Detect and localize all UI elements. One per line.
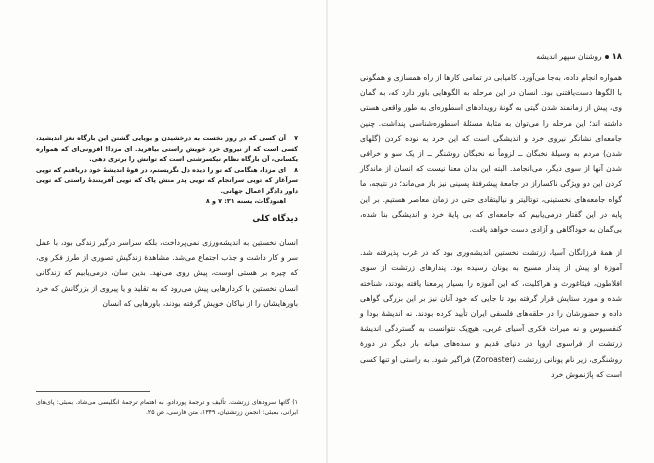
right-body-text (360, 70, 622, 382)
running-head-title: روشنان سپهر اندیشه (536, 52, 602, 61)
verse-number: ۸ (294, 165, 298, 174)
left-page (0, 0, 326, 463)
quote-verse (36, 165, 298, 197)
epigraph-quote (36, 133, 298, 207)
paragraph: همواره انجام داده، به‌جا می‌آورد. کامیابی در تمامی کارها از راه همسازی و همگونی با الگوها دست‌یافتنی بود. انسان در این مرحله به الگوهایی باور دارد که، به گمان وی، پیش از زمانمند شدن گیتی به گونهٔ رویدادهای اسطوره‌ای به طور واقعی هستی داشته اند؛ این مرحله را می‌توان به مثابهٔ مسئلهٔ اسطوره‌شناسی پنداشت. چنین جامعه‌ای نشانگر نیروی خرد و اندیشگی است که این خرد به نوده کردن (گلهای شدن) مردم به وسیلهٔ نخبگان ــ لزوماً نه نخبگان روشنگر ــ از یک سو و خرافی شدن آنها از سوی دیگر، می‌انجامد. البته این بدان معنا نیست که انسان از ماندگار کردن این دو ویژگی ناکساراز در جامعهٔ پیشرفتهٔ پسینی نیز باز می‌ماند؛ در نتیجه، ما گواه جامعه‌های نخستینی، توتالیتر و نیالیتقادی حتی در زمان معاصر هستیم. بر این پایه در این گفتار درمی‌یابیم که جامعه‌ای که بی پایهٔ خرد و اندیشگی بنا شده، بی‌گمان به خودآگاهی و آزادی دست خواهد یافت. (360, 73, 622, 235)
running-head (360, 52, 622, 62)
quote-source (36, 196, 298, 207)
right-page (328, 0, 654, 463)
paragraph: انسان نخستین به اندیشه‌ورزی نمی‌پرداخت، بلکه سراسر درگیر زندگی بود، با عمل سر و کار داشت و جذب اجتماع می‌شد. مشاهدهٔ زندگیش تصوری از طرز فکر وی، که چیره بر هستی اوست، پیش روی می‌نهد. بدین سان، درمی‌یابیم که زندگانی انسان نخستین با کردارهایی پیش می‌رود که به تقلید و یا پیروی از بزرگانش که خرد باورهایشان را از نیاکان خویش گرفته بودند، باورهایی که انسان (36, 238, 298, 308)
section-title: دیدگاه کلی (252, 214, 298, 224)
source-text: اهنودگاث، یسنه ۳۱: ۷ و ۸ (205, 197, 286, 205)
verse-number: ۷ (294, 134, 298, 142)
quote-verse (36, 133, 298, 165)
page-number: ۱۸ (611, 52, 622, 62)
footnote: ۱) گاتها سرودهای زرتشت. تألیف و ترجمهٔ پوردادو. به اهتمام ترجمهٔ انگلیسی می‌شاد. بمبئی: پای‌های ایرانی، بمبئی: انجمن زرتشتیان، ۱۳۴۹، متن فارسی، ص ۲۵. (36, 399, 298, 416)
verse-text: ای مزدا، هنگامی که تو را دیده دل نگریستم، در قوهٔ اندیشهٔ خود دریافتم که تویی سرآغاز که تویی سرانجام که تویی پدر منش پاک که تویی آفرینندهٔ راستی که تویی داور دادگر اعمال جهانی. (35, 165, 298, 195)
paragraph: از همهٔ فرزانگان آسیا، زرتشت نخستین اندیشه‌وری بود که در غرب پذیرفته شد. آموزهٔ او پیش از پندار مسیح به یونان رسیده بود. پندارهای زرتشت از سوی افلاطون، فیثاغورث و هراکلیت، که این آموزه را بسیار پرمعنا یافته بودند، شناخته شده و مورد ستایش قرار گرفته بود تا جایی که خود آنان نیز بر این بزرگی گواهی داده و حضورشان را در حلقه‌های فلسفی ایران تأیید کرده بودند. نه اندیشهٔ بودا و کنفسیوس و نه میراث فکری آسیای غربی، هیچ‌یک نتوانست به گستردگی اندیشهٔ زرتشت از فراسوی اروپا در دنیای قدیم و سده‌های میانه بار دیگر در دورهٔ روشنگری، زیر نام یونانی زرتشت (Zoroaster) فراگیر شود. به راستی او تنها کسی است که پاژنموش خرد (360, 248, 622, 379)
footnote-divider (36, 391, 150, 392)
bullet-icon (605, 55, 609, 59)
left-body-text (36, 235, 298, 311)
verse-text: آن کسی که در روز نخست به درخشیدن و بویایی گشتن این بارگاه نغز اندیشید، کسی است که از نیروی خرد خویش راستی بیافرید. ای مزدا! افزونی‌ای که همواره یکسانی، آن بارگاه نظام نیکسرشتی است که توانش را برتری دهی. (36, 134, 298, 163)
